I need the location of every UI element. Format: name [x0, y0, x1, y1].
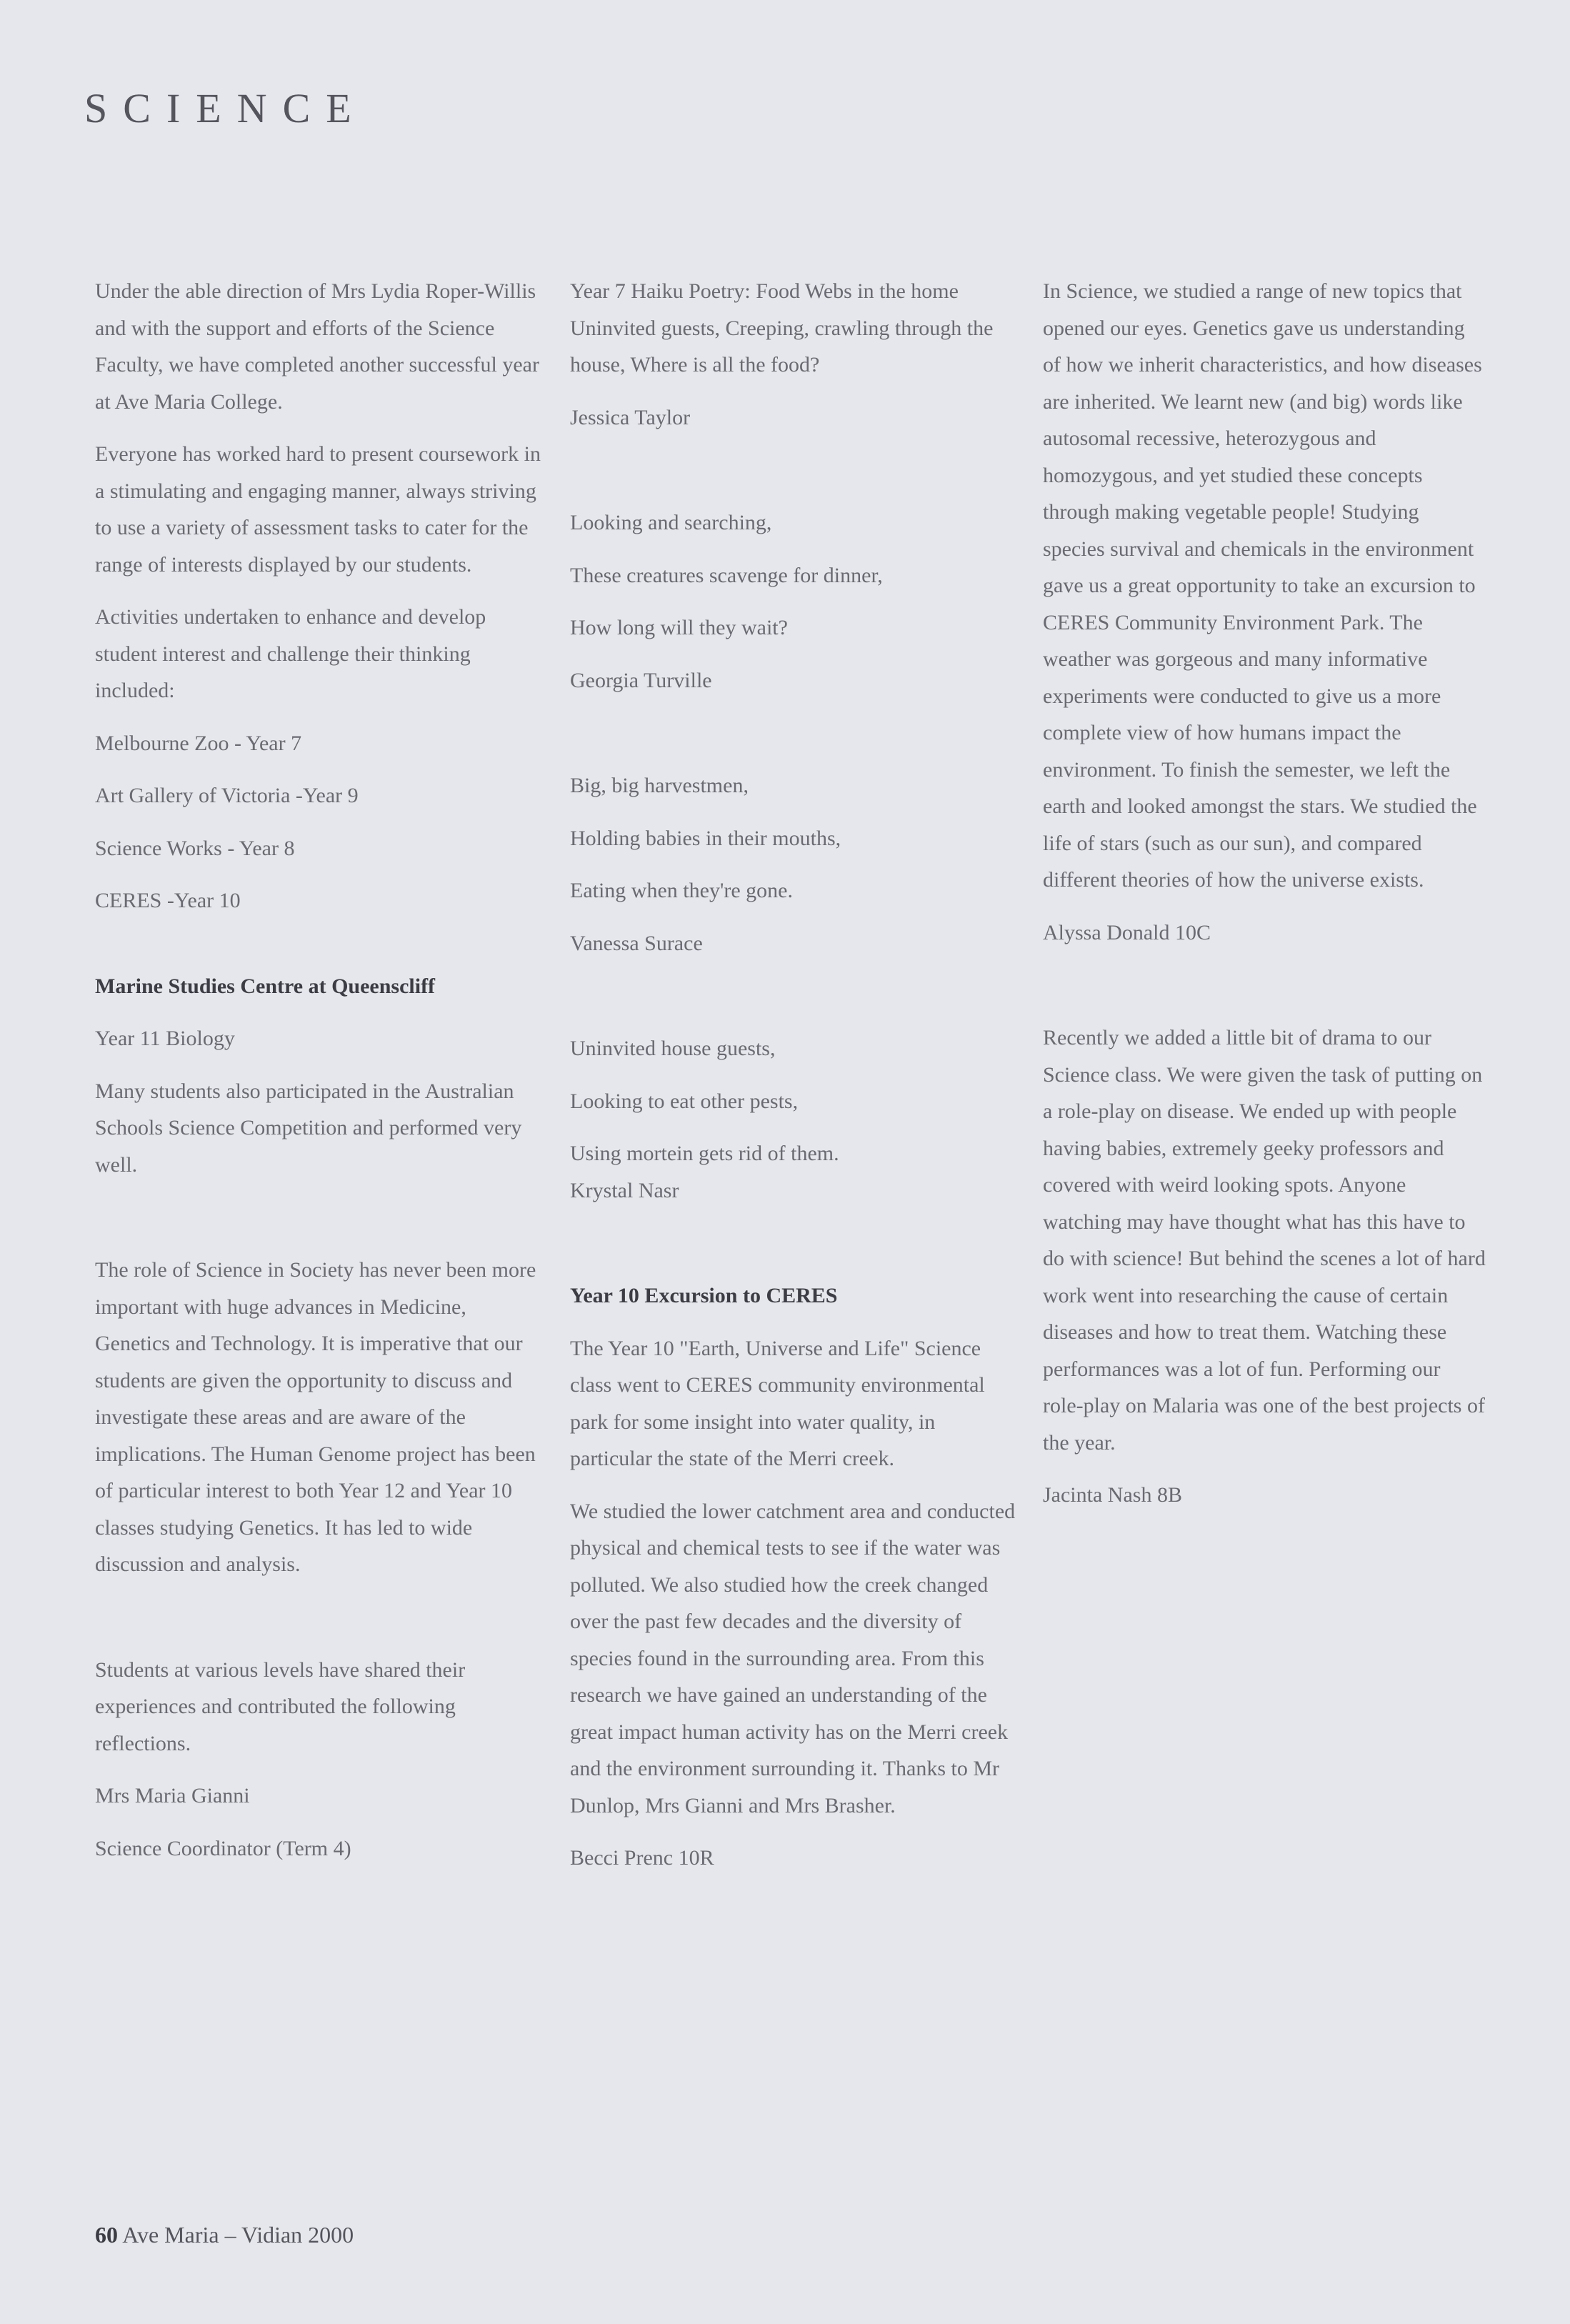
society-paragraph: The role of Science in Society has never been more important with huge advances in Medicine, Genetics and Technology. It is imperative that our students are given the opportunity to discuss and investigate these areas and are aware of the implications. The Human Genome project has been of particular interest to both Year 12 and Year 10 classes studying Genetics. It has led to wide discussion and analysis. — [95, 1258, 536, 1576]
column-middle — [570, 273, 1016, 1877]
haiku-author: Jessica Taylor — [570, 405, 691, 429]
genetics-paragraph: In Science, we studied a range of new topics that opened our eyes. Genetics gave us understanding of how we inherit characteristics, and how diseases are inherited. We learnt new (and big) words like autosomal recessive, heterozygous and homozygous, and yet studied these concepts through making vegetable people! Studying species survival and chemicals in the environment gave us a great opportunity to take an excursion to CERES Community Environment Park. The weather was gorgeous and many informative experiments were conducted to give us a more complete view of how humans impact the environment. To finish the semester, we left the earth and looked amongst the stars. We studied the life of stars (such as our sun), and compared different theories of how the universe exists. — [1043, 279, 1482, 892]
poem-line: Holding babies in their mouths, — [570, 826, 841, 850]
haiku-author: Georgia Turville — [570, 668, 712, 692]
column-left — [95, 273, 545, 1867]
signoff-name: Mrs Maria Gianni — [95, 1784, 250, 1807]
marine-heading: Marine Studies Centre at Queenscliff — [95, 974, 436, 998]
activity-item: Art Gallery of Victoria -Year 9 — [95, 784, 359, 807]
poem-line: Uninvited house guests, — [570, 1037, 776, 1060]
ceres-author: Becci Prenc 10R — [570, 1846, 714, 1870]
poem-line: These creatures scavenge for dinner, — [570, 563, 883, 587]
article-author: Jacinta Nash 8B — [1043, 1483, 1182, 1507]
ceres-paragraph: We studied the lower catchment area and conducted physical and chemical tests to see if the water was polluted. We also studied how the creek changed over the past few decades and the diversity of species found in the surrounding area. From this research we have gained an understanding of the great impact human activity has on the Merri creek and the environment surrounding it. Thanks to Mr Dunlop, Mrs Gianni and Mrs Brasher. — [570, 1499, 1016, 1817]
poem-line: Eating when they're gone. — [570, 879, 793, 902]
column-right — [1043, 273, 1486, 1514]
page-number: 60 — [95, 2222, 118, 2248]
ceres-heading: Year 10 Excursion to CERES — [570, 1284, 838, 1307]
article-author: Alyssa Donald 10C — [1043, 920, 1211, 944]
marine-subheading: Year 11 Biology — [95, 1027, 235, 1050]
poem-line: How long will they wait? — [570, 616, 788, 639]
poem-line: Big, big harvestmen, — [570, 774, 749, 797]
activity-item: Science Works - Year 8 — [95, 836, 295, 860]
section-title: SCIENCE — [84, 85, 367, 131]
competition-paragraph: Many students also participated in the Australian Schools Science Competition and performed very well. — [95, 1079, 522, 1177]
signoff-role: Science Coordinator (Term 4) — [95, 1836, 351, 1860]
haiku-intro: Year 7 Haiku Poetry: Food Webs in the home Uninvited guests, Creeping, crawling through the house, Where is all the food? — [570, 279, 994, 376]
publication-title: Ave Maria – Vidian 2000 — [122, 2222, 354, 2248]
reflections-paragraph: Students at various levels have shared their experiences and contributed the following reflections. — [95, 1657, 466, 1755]
haiku-author: Vanessa Surace — [570, 931, 703, 955]
poem-line: Looking to eat other pests, — [570, 1089, 799, 1113]
poem-line: Using mortein gets rid of them. — [570, 1142, 839, 1165]
activity-item: CERES -Year 10 — [95, 889, 241, 912]
haiku-author: Krystal Nasr — [570, 1178, 679, 1202]
coursework-paragraph: Everyone has worked hard to present coursework in a stimulating and engaging manner, always striving to use a variety of assessment tasks to cater for the range of interests displayed by our students. — [95, 442, 541, 577]
page-footer — [95, 2222, 354, 2248]
ceres-paragraph: The Year 10 "Earth, Universe and Life" Science class went to CERES community environmental park for some insight into water quality, in particular the state of the Merri creek. — [570, 1336, 985, 1470]
activities-paragraph: Activities undertaken to enhance and develop student interest and challenge their thinking included: — [95, 605, 486, 702]
intro-paragraph: Under the able direction of Mrs Lydia Roper-Willis and with the support and efforts of the Science Faculty, we have completed another successful year at Ave Maria College. — [95, 279, 539, 414]
activity-item: Melbourne Zoo - Year 7 — [95, 731, 302, 755]
drama-paragraph: Recently we added a little bit of drama to our Science class. We were given the task of putting on a role-play on disease. We ended up with people having babies, extremely geeky professors and covered with weird looking spots. Anyone watching may have thought what has this have to do with science! But behind the scenes a lot of hard work went into researching the cause of certain diseases and how to treat them. Watching these performances was a lot of fun. Performing our role-play on Malaria was one of the best projects of the year. — [1043, 1026, 1486, 1455]
poem-line: Looking and searching, — [570, 511, 772, 534]
